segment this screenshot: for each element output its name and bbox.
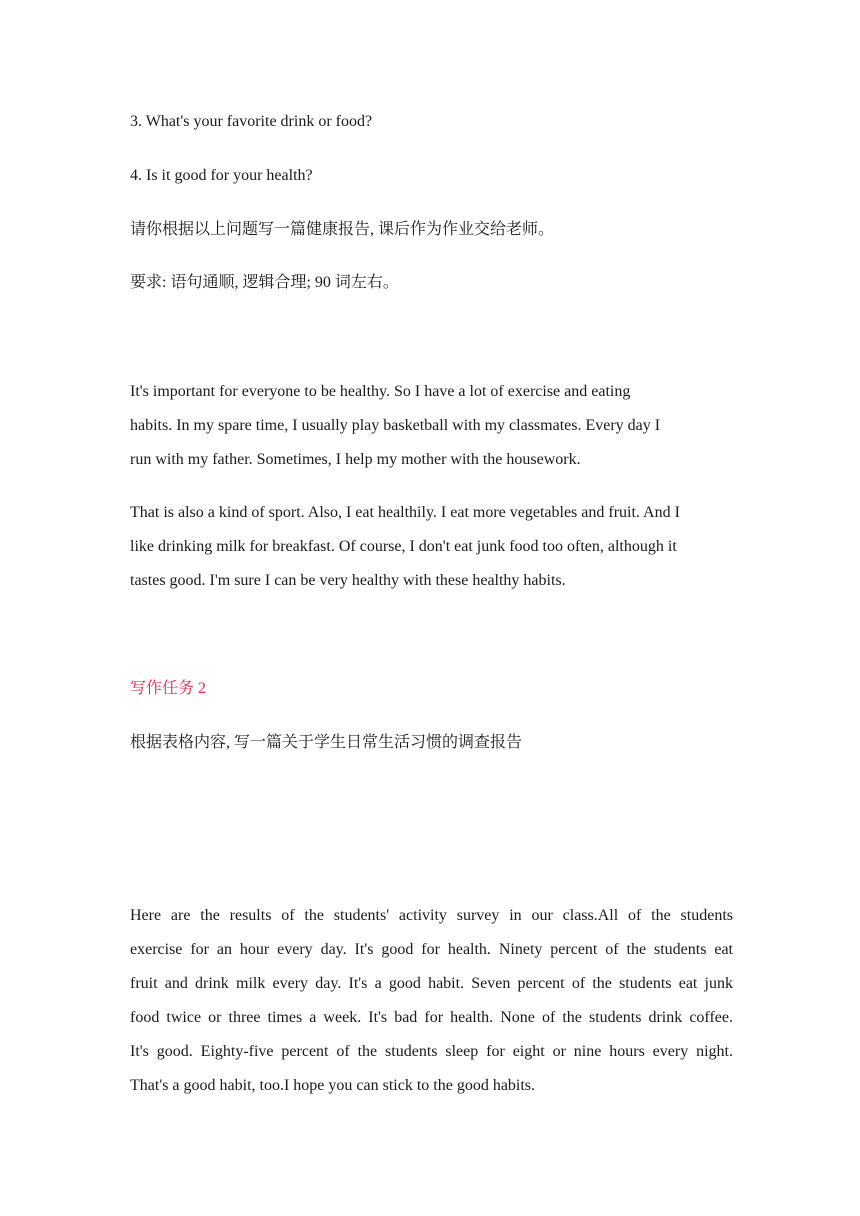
essay1-p1-line-1: It's important for everyone to be healthy. So I have a lot of exercise and eating <box>130 383 631 400</box>
task1-instruction: 请你根据以上问题写一篇健康报告, 课后作为作业交给老师。 <box>130 221 555 238</box>
question-3: 3. What's your favorite drink or food? <box>130 113 373 130</box>
question-4: 4. Is it good for your health? <box>130 167 313 184</box>
essay1-paragraph-2 <box>130 496 680 598</box>
task2-instruction: 根据表格内容, 写一篇关于学生日常生活习惯的调查报告 <box>130 734 523 751</box>
essay1-p1-line-3: run with my father. Sometimes, I help my mother with the housework. <box>130 451 581 468</box>
essay1-p2-line-2: like drinking milk for breakfast. Of course, I don't eat junk food too often, although it <box>130 538 677 555</box>
essay1-p2-line-3: tastes good. I'm sure I can be very healthy with these healthy habits. <box>130 572 566 589</box>
essay2-paragraph <box>130 899 733 1103</box>
task2-heading: 写作任务 2 <box>130 680 207 697</box>
essay2-line-4: food twice or three times a week. It's bad for health. None of the students drink coffee. <box>130 1009 733 1026</box>
task1-requirement: 要求: 语句通顺, 逻辑合理; 90 词左右。 <box>130 274 399 291</box>
essay1-p1-line-2: habits. In my spare time, I usually play basketball with my classmates. Every day I <box>130 417 661 434</box>
essay2-line-5: It's good. Eighty-five percent of the students sleep for eight or nine hours every night. <box>130 1043 733 1060</box>
essay2-line-3: fruit and drink milk every day. It's a good habit. Seven percent of the students eat junk <box>130 975 733 992</box>
essay2-line-2: exercise for an hour every day. It's good for health. Ninety percent of the students eat <box>130 941 733 958</box>
essay2-line-6: That's a good habit, too.I hope you can stick to the good habits. <box>130 1077 536 1094</box>
essay2-line-1: Here are the results of the students' activity survey in our class.All of the students <box>130 907 733 924</box>
essay1-p2-line-1: That is also a kind of sport. Also, I eat healthily. I eat more vegetables and fruit. And I <box>130 504 680 521</box>
essay1-paragraph-1 <box>130 375 660 477</box>
